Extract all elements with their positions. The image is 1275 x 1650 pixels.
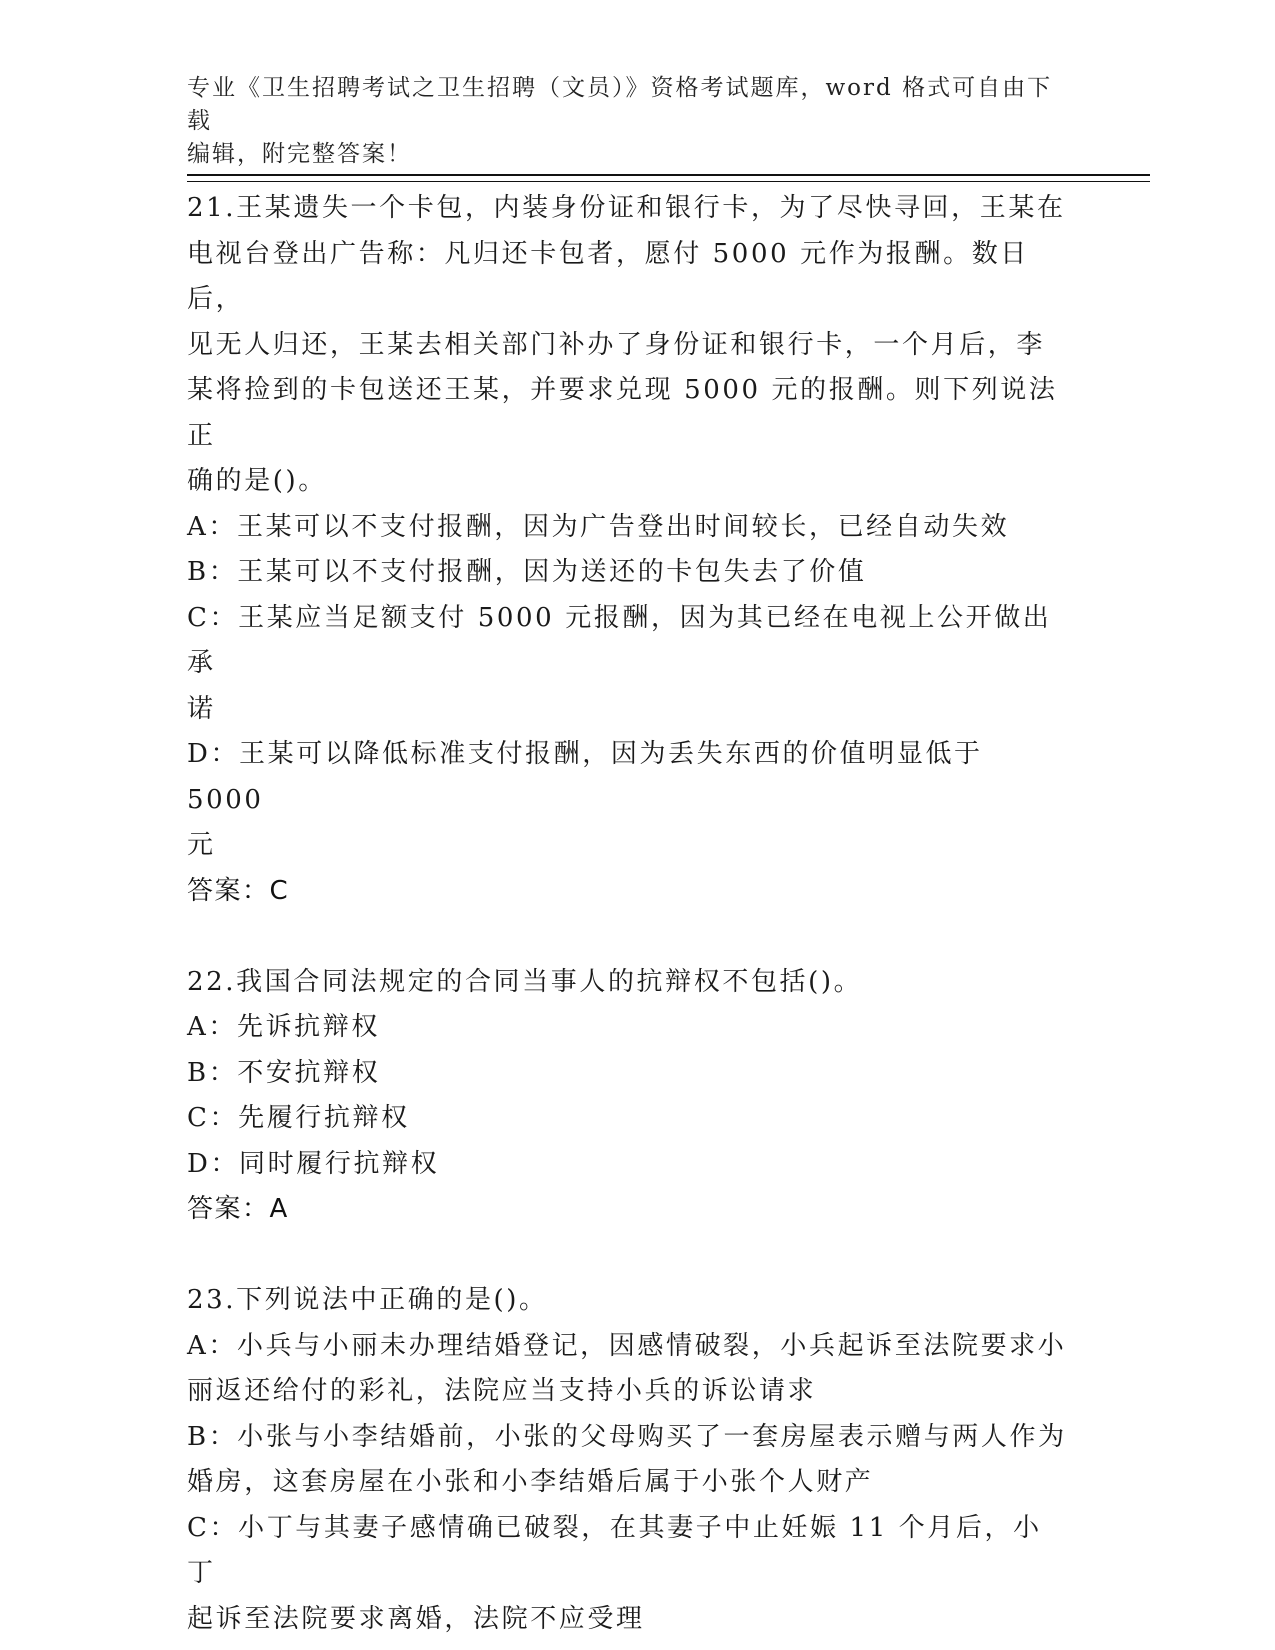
option-line: B：小张与小李结婚前，小张的父母购买了一套房屋表示赠与两人作为 [187, 1421, 1067, 1452]
question-gap [187, 914, 1067, 960]
question-stem-line: 电视台登出广告称：凡归还卡包者，愿付 5000 元作为报酬。数日后， [187, 238, 1029, 314]
question-22 [187, 960, 1067, 1233]
option-line: A：王某可以不支付报酬，因为广告登出时间较长，已经自动失效 [187, 511, 1010, 542]
question-list [187, 186, 1067, 1642]
option-line: C：小丁与其妻子感情确已破裂，在其妻子中止妊娠 11 个月后，小丁 [187, 1512, 1042, 1588]
option-line: 诺 [187, 693, 216, 724]
header-rule-thin [187, 181, 1150, 182]
question-stem-line: 21.王某遗失一个卡包，内装身份证和银行卡，为了尽快寻回，王某在 [187, 193, 1066, 223]
option-line: A：先诉抗辩权 [187, 1012, 380, 1042]
header-line-1: 专业《卫生招聘考试之卫生招聘（文员）》资格考试题库，word 格式可自由下载 [187, 75, 1053, 134]
option-line: B：王某可以不支付报酬，因为送还的卡包失去了价值 [187, 557, 867, 587]
option-line: 婚房，这套房屋在小张和小李结婚后属于小张个人财产 [187, 1467, 874, 1497]
answer-line: 答案：A [187, 1194, 289, 1224]
question-stem-line: 某将捡到的卡包送还王某，并要求兑现 5000 元的报酬。则下列说法正 [187, 375, 1058, 451]
option-line: 丽返还给付的彩礼，法院应当支持小兵的诉讼请求 [187, 1376, 817, 1406]
question-stem-line: 22.我国合同法规定的合同当事人的抗辩权不包括()。 [187, 966, 863, 997]
question-stem-line: 见无人归还，王某去相关部门补办了身份证和银行卡，一个月后，李 [187, 329, 1046, 360]
option-line: D：同时履行抗辩权 [187, 1148, 440, 1179]
question-stem-line: 23.下列说法中正确的是()。 [187, 1285, 548, 1315]
question-21 [187, 186, 1067, 914]
option-line: 起诉至法院要求离婚，法院不应受理 [187, 1603, 645, 1634]
question-23 [187, 1278, 1067, 1642]
header-rule-thick [187, 174, 1150, 176]
option-line: A：小兵与小丽未办理结婚登记，因感情破裂，小兵起诉至法院要求小 [187, 1330, 1067, 1361]
header-line-2: 编辑，附完整答案！ [187, 141, 412, 167]
option-line: 元 [187, 830, 216, 860]
document-header [187, 72, 1067, 171]
option-line: D：王某可以降低标准支付报酬，因为丢失东西的价值明显低于 5000 [187, 739, 983, 815]
option-line: C：王某应当足额支付 5000 元报酬，因为其已经在电视上公开做出承 [187, 602, 1052, 678]
question-gap [187, 1233, 1067, 1279]
option-line: B：不安抗辩权 [187, 1057, 381, 1088]
question-stem-line: 确的是()。 [187, 466, 327, 496]
answer-line: 答案：C [187, 875, 290, 906]
option-line: C：先履行抗辩权 [187, 1103, 410, 1133]
